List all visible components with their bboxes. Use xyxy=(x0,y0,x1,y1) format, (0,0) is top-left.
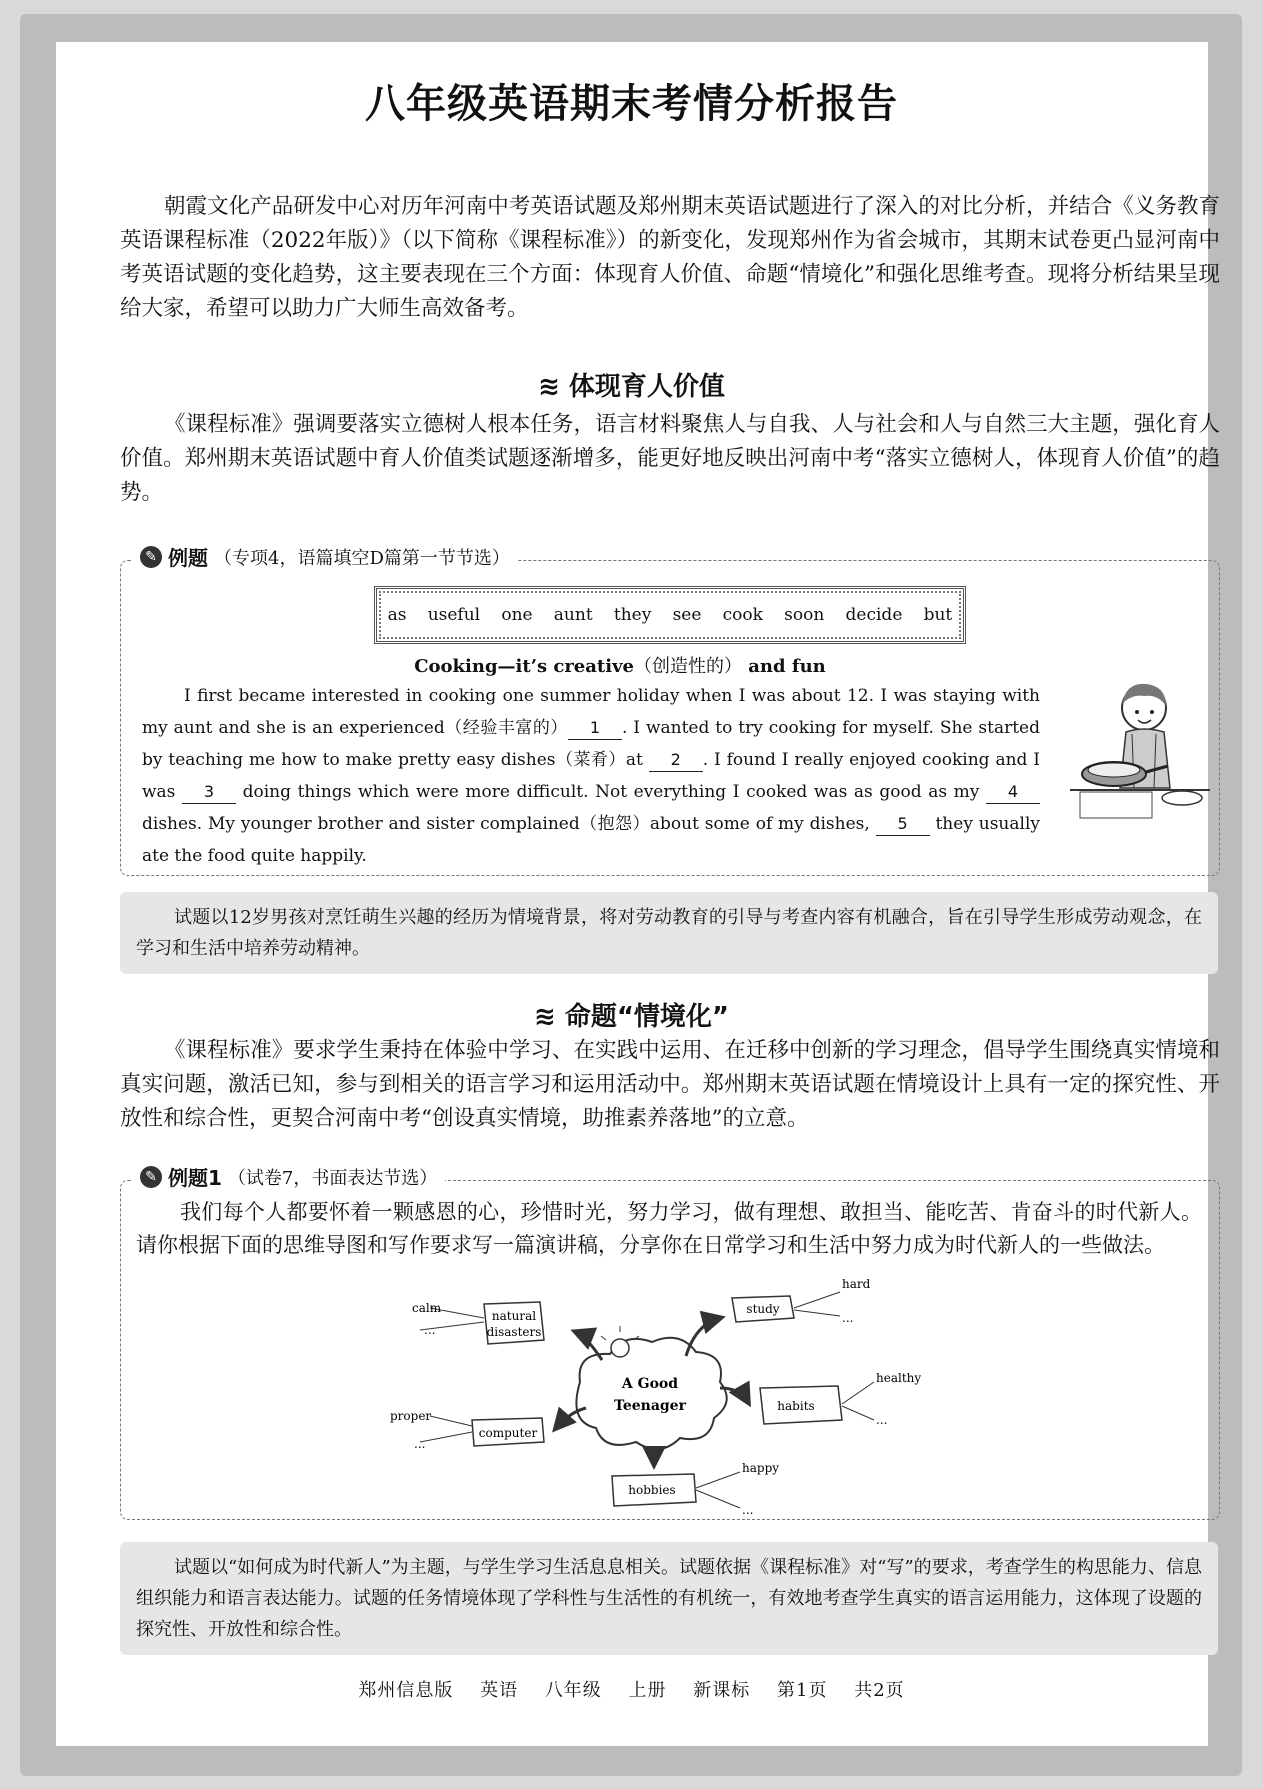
example-icon: ✎ xyxy=(140,546,162,568)
word-bank xyxy=(374,586,966,644)
leaf-hard: hard xyxy=(842,1277,871,1291)
page-title: 八年级英语期末考情分析报告 xyxy=(365,81,898,127)
blank-4[interactable]: 4 xyxy=(986,781,1040,804)
passage-text: I first became interested in cooking one summer holiday when I was about 12. I was staying with my aunt and she is an experienced（经验丰富的） 1 . I wanted to try cooking for myself. She started by teaching me how to make pretty easy dishes（菜肴）at 2 . I found I really enjoyed cooking and I was 3 doing things which were more difficult. Not everything I cooked was as good as my 4 dishes. My younger brother and sister complained（抱怨）about some of my dishes, 5 they usually ate the food quite happily. xyxy=(142,686,1040,866)
section-heading-1: ≋ 体现育人价值 xyxy=(538,372,725,402)
node-study: study xyxy=(746,1302,780,1316)
node-computer: computer xyxy=(478,1426,538,1440)
footer-item: 英语 xyxy=(480,1680,519,1701)
wave-icon: ≋ xyxy=(533,1002,565,1032)
leaf-computer-ellipsis: ... xyxy=(414,1437,426,1451)
section1-paragraph: 《课程标准》强调要落实立德树人根本任务，语言材料聚焦人与自我、人与社会和人与自然三大主题，强化育人价值。郑州期末英语试题中育人价值类试题逐渐增多，能更好地反映出河南中考“落实立德树人，体现育人价值”的趋势。 xyxy=(120,412,1220,505)
word-bank-item: cook xyxy=(722,605,763,625)
blank-2[interactable]: 2 xyxy=(649,749,703,772)
center-label-line2: Teenager xyxy=(614,1398,686,1414)
footer-item: 上册 xyxy=(628,1680,667,1701)
word-bank-item: as xyxy=(387,605,407,625)
center-label-line1: A Good xyxy=(621,1376,679,1392)
analysis-note-1: 试题以12岁男孩对烹饪萌生兴趣的经历为情境背景，将对劳动教育的引导与考查内容有机融合，旨在引导学生形成劳动观念，在学习和生活中培养劳动精神。 xyxy=(120,892,1218,974)
example-icon: ✎ xyxy=(140,1166,162,1188)
footer-item: 新课标 xyxy=(693,1680,751,1701)
leaf-healthy: healthy xyxy=(876,1371,922,1385)
leaf-habits-ellipsis: ... xyxy=(876,1413,888,1427)
word-bank-item: useful xyxy=(427,605,481,625)
footer-item: 八年级 xyxy=(544,1680,602,1701)
leaf-natural-ellipsis: ... xyxy=(424,1323,436,1337)
node-hobbies: hobbies xyxy=(628,1483,676,1497)
footer-item: 第1页 xyxy=(777,1680,828,1701)
example-tag-1: ✎ 例题 （专项4，语篇填空D篇第一节节选） xyxy=(132,542,518,571)
word-bank-item: see xyxy=(672,605,702,625)
node-natural-line2: disasters xyxy=(486,1325,542,1339)
node-natural-line1: natural xyxy=(491,1309,537,1323)
leaf-happy: happy xyxy=(742,1461,780,1475)
word-bank-item: soon xyxy=(784,605,825,625)
footer-item: 共2页 xyxy=(854,1680,905,1701)
writing-prompt: 我们每个人都要怀着一颗感恩的心，珍惜时光，努力学习，做有理想、敢担当、能吃苦、肯奋斗的时代新人。请你根据下面的思维导图和写作要求写一篇演讲稿，分享你在日常学习和生活中努力成为时代新人的一些做法。 xyxy=(136,1200,1202,1257)
page-footer xyxy=(0,1676,1263,1702)
cooking-boy-illustration xyxy=(1066,672,1216,824)
intro-paragraph: 朝霞文化产品研发中心对历年河南中考英语试题及郑州期末英语试题进行了深入的对比分析，并结合《义务教育英语课程标准（2022年版）》（以下简称《课程标准》）的新变化，发现郑州作为省会城市，其期末试卷更凸显河南中考英语试题的变化趋势，这主要表现在三个方面：体现育人价值、命题“情境化”和强化思维考查。现将分析结果呈现给大家，希望可以助力广大师生高效备考。 xyxy=(120,194,1220,321)
word-bank-item: aunt xyxy=(553,605,593,625)
blank-1[interactable]: 1 xyxy=(568,717,622,740)
wave-icon: ≋ xyxy=(538,372,569,402)
word-bank-item: but xyxy=(923,605,953,625)
leaf-proper: proper xyxy=(390,1409,432,1423)
word-bank-item: one xyxy=(501,605,533,625)
blank-5[interactable]: 5 xyxy=(876,813,930,836)
leaf-hobbies-ellipsis: ... xyxy=(742,1503,754,1517)
word-bank-item: they xyxy=(613,605,652,625)
example-tag-2: ✎ 例题1 （试卷7，书面表达节选） xyxy=(132,1162,445,1191)
blank-3[interactable]: 3 xyxy=(182,781,236,804)
footer-item: 郑州信息版 xyxy=(358,1680,454,1701)
leaf-study-ellipsis: ... xyxy=(842,1311,854,1325)
analysis-note-2: 试题以“如何成为时代新人”为主题，与学生学习生活息息相关。试题依据《课程标准》对“写”的要求，考查学生的构思能力、信息组织能力和语言表达能力。试题的任务情境体现了学科性与生活性的有机统一，有效地考查学生真实的语言运用能力，这体现了设题的探究性、开放性和综合性。 xyxy=(120,1542,1218,1655)
section-heading-2: ≋ 命题“情境化” xyxy=(533,1002,730,1032)
leaf-calm: calm xyxy=(412,1301,442,1315)
section2-paragraph: 《课程标准》要求学生秉持在体验中学习、在实践中运用、在迁移中创新的学习理念，倡导学生围绕真实情境和真实问题，激活已知，参与到相关的语言学习和运用活动中。郑州期末英语试题在情境设计上具有一定的探究性、开放性和综合性，更契合河南中考“创设真实情境，助推素养落地”的立意。 xyxy=(120,1038,1220,1131)
passage-title: Cooking—it’s creative（创造性的） and fun xyxy=(414,656,826,677)
node-habits: habits xyxy=(777,1399,815,1413)
mind-map xyxy=(380,1262,940,1518)
word-bank-item: decide xyxy=(845,605,903,625)
